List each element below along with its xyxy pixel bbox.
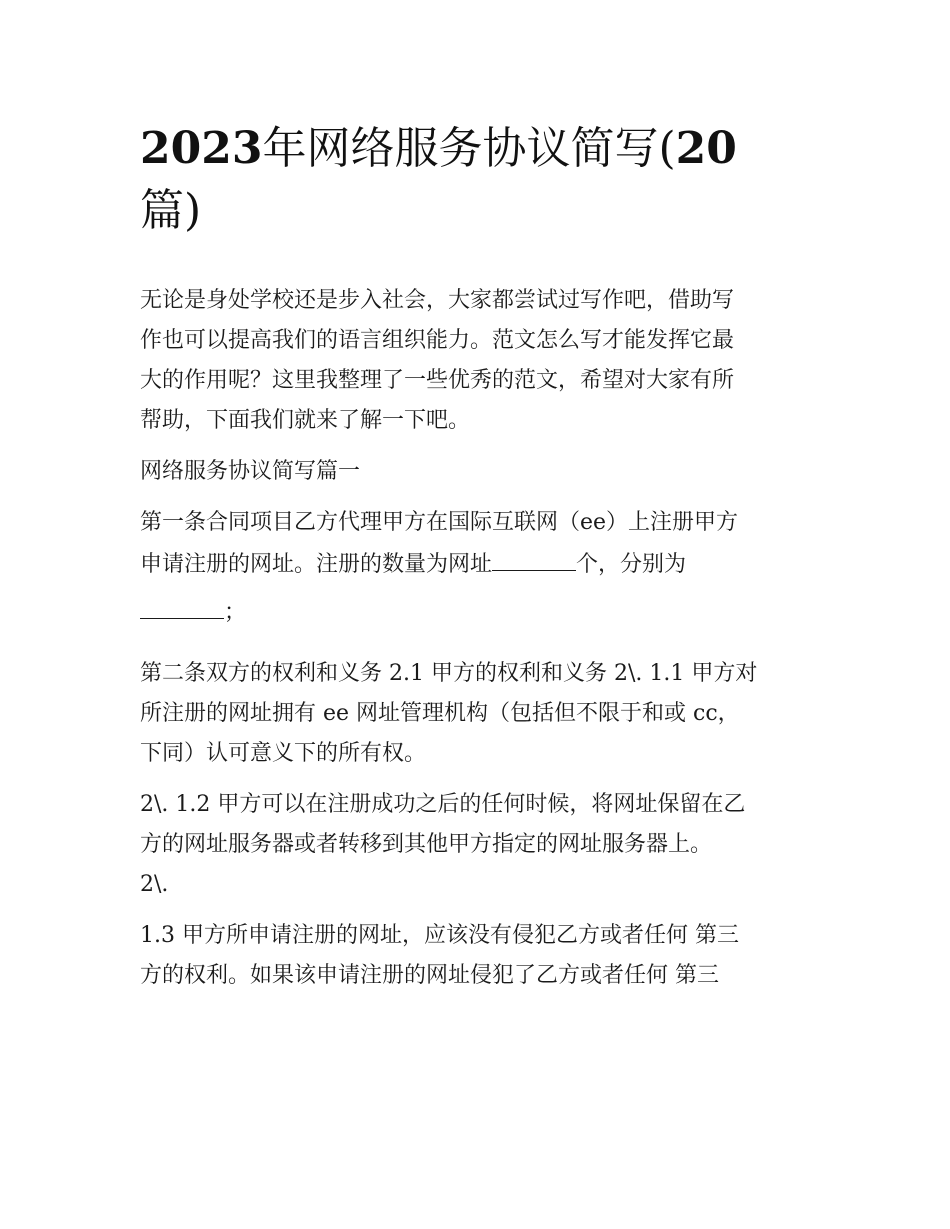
intro-line: 无论是身处学校还是步入社会，大家都尝试过写作吧，借助写	[140, 288, 735, 313]
title-count: 20	[675, 123, 737, 174]
intro-line: 作也可以提高我们的语言组织能力。范文怎么写才能发挥它最	[140, 328, 735, 353]
section-heading-paragraph	[140, 452, 820, 492]
clause-line: 1.3 甲方所申请注册的网址，应该没有侵犯乙方或者任何 第三	[140, 923, 739, 948]
clause-text: 个，分别为	[576, 552, 687, 577]
title-line2: 篇)	[140, 185, 202, 236]
fill-blank-names[interactable]	[140, 591, 224, 619]
clause-line: 第二条双方的权利和义务 2.1 甲方的权利和义务 2\. 1.1 甲方对	[140, 661, 758, 686]
clause-line: 方的网址服务器或者转移到其他甲方指定的网址服务器上。	[140, 832, 713, 857]
document-title	[140, 118, 820, 242]
document-body	[140, 281, 820, 1007]
clause-4-paragraph	[140, 916, 820, 996]
section-heading: 网络服务协议简写篇一	[140, 459, 361, 484]
intro-line: 帮助，下面我们就来了解一下吧。	[140, 408, 471, 433]
clause-line: 下同）认可意义下的所有权。	[140, 741, 427, 766]
intro-paragraph	[140, 281, 820, 441]
clause-line: 所注册的网址拥有 ee 网址管理机构（包括但不限于和或 cc，	[140, 701, 740, 726]
clause-3-paragraph	[140, 785, 820, 905]
title-text: 年网络服务协议简写(	[262, 123, 676, 174]
clause-line	[140, 583, 820, 643]
clause-text: ；	[224, 600, 247, 625]
clause-line: 2\.	[140, 872, 169, 897]
title-year: 2023	[140, 123, 263, 174]
fill-blank-count[interactable]	[492, 543, 576, 571]
clause-2-paragraph	[140, 654, 820, 774]
clause-line: 第一条合同项目乙方代理甲方在国际互联网（ee）上注册甲方	[140, 510, 739, 535]
clause-line: 2\. 1.2 甲方可以在注册成功之后的任何时候，将网址保留在乙	[140, 792, 746, 817]
clause-line	[140, 543, 820, 583]
clause-line: 方的权利。如果该申请注册的网址侵犯了乙方或者任何 第三	[140, 963, 719, 988]
intro-line: 大的作用呢？这里我整理了一些优秀的范文，希望对大家有所	[140, 368, 735, 393]
clause-text: 申请注册的网址。注册的数量为网址	[140, 552, 493, 577]
clause-1-paragraph	[140, 503, 820, 643]
